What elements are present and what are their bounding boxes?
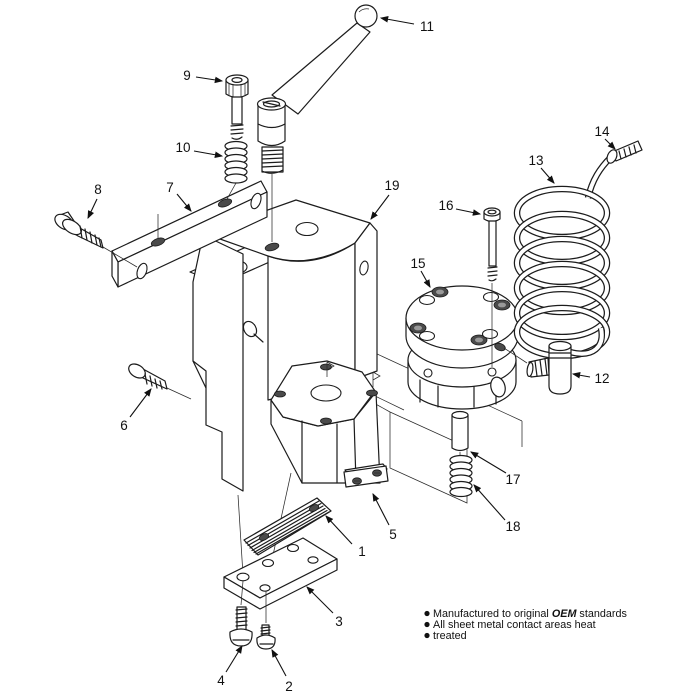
callout-8 xyxy=(88,182,102,218)
callout-19 xyxy=(371,178,400,219)
callout-14 xyxy=(594,124,615,149)
bullet-icon xyxy=(424,611,429,616)
callout-label-3: 3 xyxy=(335,614,343,629)
part-pin-spring xyxy=(450,456,472,497)
callout-label-1: 1 xyxy=(358,544,366,559)
callout-label-5: 5 xyxy=(389,527,397,542)
callout-label-19: 19 xyxy=(384,178,400,193)
callout-5 xyxy=(373,494,397,542)
callout-18 xyxy=(474,485,521,534)
part-main-body xyxy=(190,200,380,491)
callout-9 xyxy=(183,68,222,83)
callout-4 xyxy=(217,646,242,688)
part-flat-screw-large xyxy=(230,607,252,646)
callout-1 xyxy=(326,516,366,559)
callout-label-6: 6 xyxy=(120,418,128,433)
note-line-3: treated xyxy=(433,630,467,642)
callout-11 xyxy=(381,18,434,34)
part-pin xyxy=(452,412,468,458)
callout-13 xyxy=(528,153,554,183)
part-flat-screw-small xyxy=(257,625,275,649)
callout-10 xyxy=(175,140,222,156)
callout-label-2: 2 xyxy=(285,679,293,694)
callout-label-10: 10 xyxy=(175,140,191,155)
callout-label-9: 9 xyxy=(183,68,191,83)
callout-label-18: 18 xyxy=(505,519,521,534)
callout-label-15: 15 xyxy=(410,256,426,271)
callout-15 xyxy=(410,256,430,287)
callout-label-7: 7 xyxy=(166,180,174,195)
part-set-screw xyxy=(126,361,191,399)
callout-3 xyxy=(307,587,343,629)
part-coiled-hose xyxy=(517,157,611,356)
part-base-plate xyxy=(224,538,337,609)
note-line-1: Manufactured to original OEM standards xyxy=(433,608,627,620)
bullet-icon xyxy=(424,633,429,638)
callout-label-13: 13 xyxy=(528,153,544,168)
callout-6 xyxy=(120,389,151,433)
callout-label-16: 16 xyxy=(438,198,454,213)
callout-label-8: 8 xyxy=(94,182,102,197)
bullet-icon xyxy=(424,622,429,627)
leader-body-to-plate xyxy=(238,495,243,575)
callout-label-11: 11 xyxy=(419,19,435,34)
callout-17 xyxy=(471,452,521,487)
note-line-2: All sheet metal contact areas heat xyxy=(433,619,596,631)
callout-label-17: 17 xyxy=(505,472,521,487)
callout-label-12: 12 xyxy=(594,371,610,386)
callout-7 xyxy=(166,180,191,211)
coil-loops xyxy=(517,189,607,356)
callout-12 xyxy=(573,371,610,386)
callout-2 xyxy=(272,650,293,694)
part-cylinder-assembly xyxy=(406,286,518,409)
notes xyxy=(424,608,627,642)
callout-16 xyxy=(438,198,480,214)
callout-label-14: 14 xyxy=(594,124,610,139)
part-socket-screw xyxy=(226,75,248,139)
callout-label-4: 4 xyxy=(217,673,225,688)
